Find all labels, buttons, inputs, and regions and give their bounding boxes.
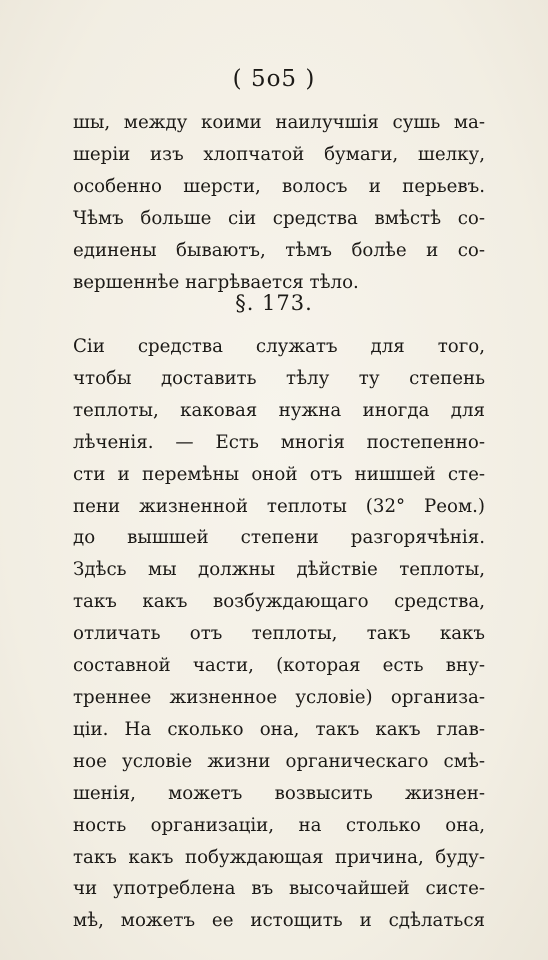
text-line: ціи. На сколько она, такъ какъ глав- — [73, 718, 485, 740]
text-line: теплоты, каковая нужна иногда для — [73, 399, 485, 421]
text-line: до вышшей степени разгорячѣнія. — [73, 527, 485, 549]
text-line: шы, между коими наилучшія сушь ма- — [73, 112, 485, 133]
text-line: Здѣсь мы должны дѣйствіе теплоты, — [73, 559, 485, 581]
text-line: такъ какъ побуждающая причина, буду- — [73, 846, 485, 868]
text-line: шенія, можетъ возвысить жизнен- — [73, 782, 485, 804]
paragraph-section-173 — [73, 331, 485, 937]
section-heading: §. 173. — [235, 291, 313, 315]
text-line: такъ какъ возбуждающаго средства, — [73, 591, 485, 613]
text-line: треннее жизненное условіе) организа- — [73, 686, 485, 708]
text-line: ность организаціи, на столько она, — [73, 814, 485, 836]
page-number: ( 5о5 ) — [232, 66, 316, 92]
paragraph-continued — [73, 107, 485, 298]
text-line: пени жизненной теплоты (32° Реом.) — [73, 495, 485, 517]
text-line: составной части, (которая есть вну- — [73, 655, 485, 677]
text-line: единены бываютъ, тѣмъ болѣе и со- — [73, 239, 485, 261]
text-line: Сіи средства служатъ для того, — [73, 336, 485, 357]
text-line: лѣченія. — Есть многія постепенно- — [73, 431, 485, 453]
text-line-last: вершеннѣе нагрѣвается тѣло. — [73, 271, 359, 293]
text-line: отличать отъ теплоты, такъ какъ — [73, 623, 485, 645]
text-line: Чѣмъ больше сіи средства вмѣстѣ со- — [73, 207, 485, 229]
text-line: сти и перемѣны оной отъ нишшей сте- — [73, 463, 485, 485]
text-line: чи употреблена въ высочайшей систе- — [73, 878, 485, 900]
text-line: ное условіе жизни органическаго смѣ- — [73, 750, 485, 772]
text-line: мѣ, можетъ ее истощить и сдѣлаться — [73, 910, 485, 932]
text-line: чтобы доставить тѣлу ту степень — [73, 367, 485, 389]
text-line: шеріи изъ хлопчатой бумаги, шелку, — [73, 143, 485, 165]
text-line: особенно шерсти, волосъ и перьевъ. — [73, 175, 485, 197]
